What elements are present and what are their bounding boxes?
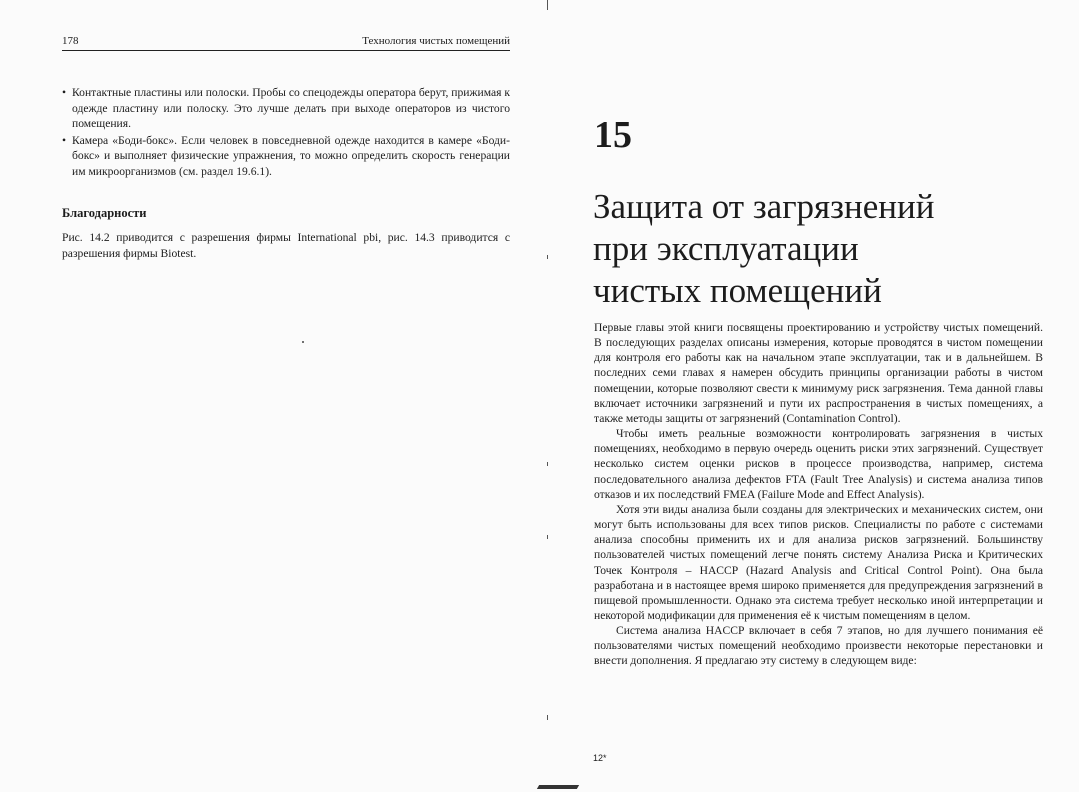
header-rule: [62, 50, 510, 51]
bullet-text: Контактные пластины или полоски. Пробы со спецодежды оператора берут, прижимая к одежде пластину или полоску. Это лучше делать при выходе операторов из чистого помещения.: [72, 86, 510, 131]
running-title: Технология чистых помещений: [362, 35, 510, 47]
paragraph: Чтобы иметь реальные возможности контролировать загрязнения в чистых помещениях, необходимо в первую очередь оценить риски этих загрязнений. Существует несколько систем оценки рисков в процессе производства, например, система последовательного анализа дефектов FTA (Fault Tree Analysis) и система анализа типов отказов и их последствий FMEA (Failure Mode and Effect Analysis).: [594, 427, 1043, 501]
acknowledgements-text: Рис. 14.2 приводится с разрешения фирмы International pbi, рис. 14.3 приводится с разрешения фирмы Biotest.: [62, 231, 510, 260]
chapter-body: [594, 320, 1043, 669]
paragraph: Система анализа HACCP включает в себя 7 этапов, но для лучшего понимания её пользователями чистых помещений необходимо произвести некоторые перестановки и внести дополнения. Я предлагаю эту систему в следующем виде:: [594, 624, 1043, 668]
bullet-text: Камера «Боди-бокс». Если человек в повседневной одежде находится в камере «Боди-бокс» и выполняет физические упражнения, то можно определить скорость генерации им микроорганизмов (см. раздел 19.6.1).: [72, 133, 510, 178]
paragraph: Хотя эти виды анализа были созданы для электрических и механических систем, они могут быть использованы для всех типов рисков. Специалисты по работе с системами анализа способны применить их и для анализа рисков загрязнений. Большинству пользователей чистых помещений легче понять систему Анализа Риска и Критических Точек Контроля – HACCP (Hazard Analysis and Critical Control Point). Она была разработана и в настоящее время широко применяется для предупреждения загрязнений в пищевой промышленности. Однако эта система требует несколько иной интерпретации и некоторой модификации для применения её к чистым помещениям в целом.: [594, 502, 1043, 622]
scan-speck: [302, 341, 304, 343]
scan-artifact: [537, 785, 579, 789]
chapter-title-line: при эксплуатации: [593, 229, 859, 268]
page-number: 178: [62, 35, 79, 47]
paragraph: Первые главы этой книги посвящены проектированию и устройству чистых помещений. В последующих разделах описаны измерения, которые проводятся в чистом помещении для контроля его работы как на начальном этапе эксплуатации, так и в дальнейшем. В последних семи главах я намерен обсудить принципы организации работы в чистом помещении, которые позволяют свести к минимуму риск загрязнения. Тема данной главы включает источники загрязнений и пути их распространения в чистых помещениях, а также методы защиты от загрязнений (Contamination Control).: [594, 321, 1043, 425]
chapter-number: 15: [594, 114, 632, 156]
left-body: [62, 85, 510, 261]
acknowledgements-heading: Благодарности: [62, 205, 147, 220]
bullet-symbol: •: [62, 133, 67, 147]
chapter-title: [593, 186, 1023, 312]
list-item: [62, 133, 510, 180]
bullet-list: [62, 85, 510, 180]
list-item: [62, 85, 510, 132]
signature-mark: 12*: [593, 753, 607, 763]
chapter-title-line: чистых помещений: [593, 271, 882, 310]
bullet-symbol: •: [62, 86, 67, 99]
running-header: [62, 33, 510, 49]
chapter-title-line: Защита от загрязнений: [593, 187, 935, 226]
